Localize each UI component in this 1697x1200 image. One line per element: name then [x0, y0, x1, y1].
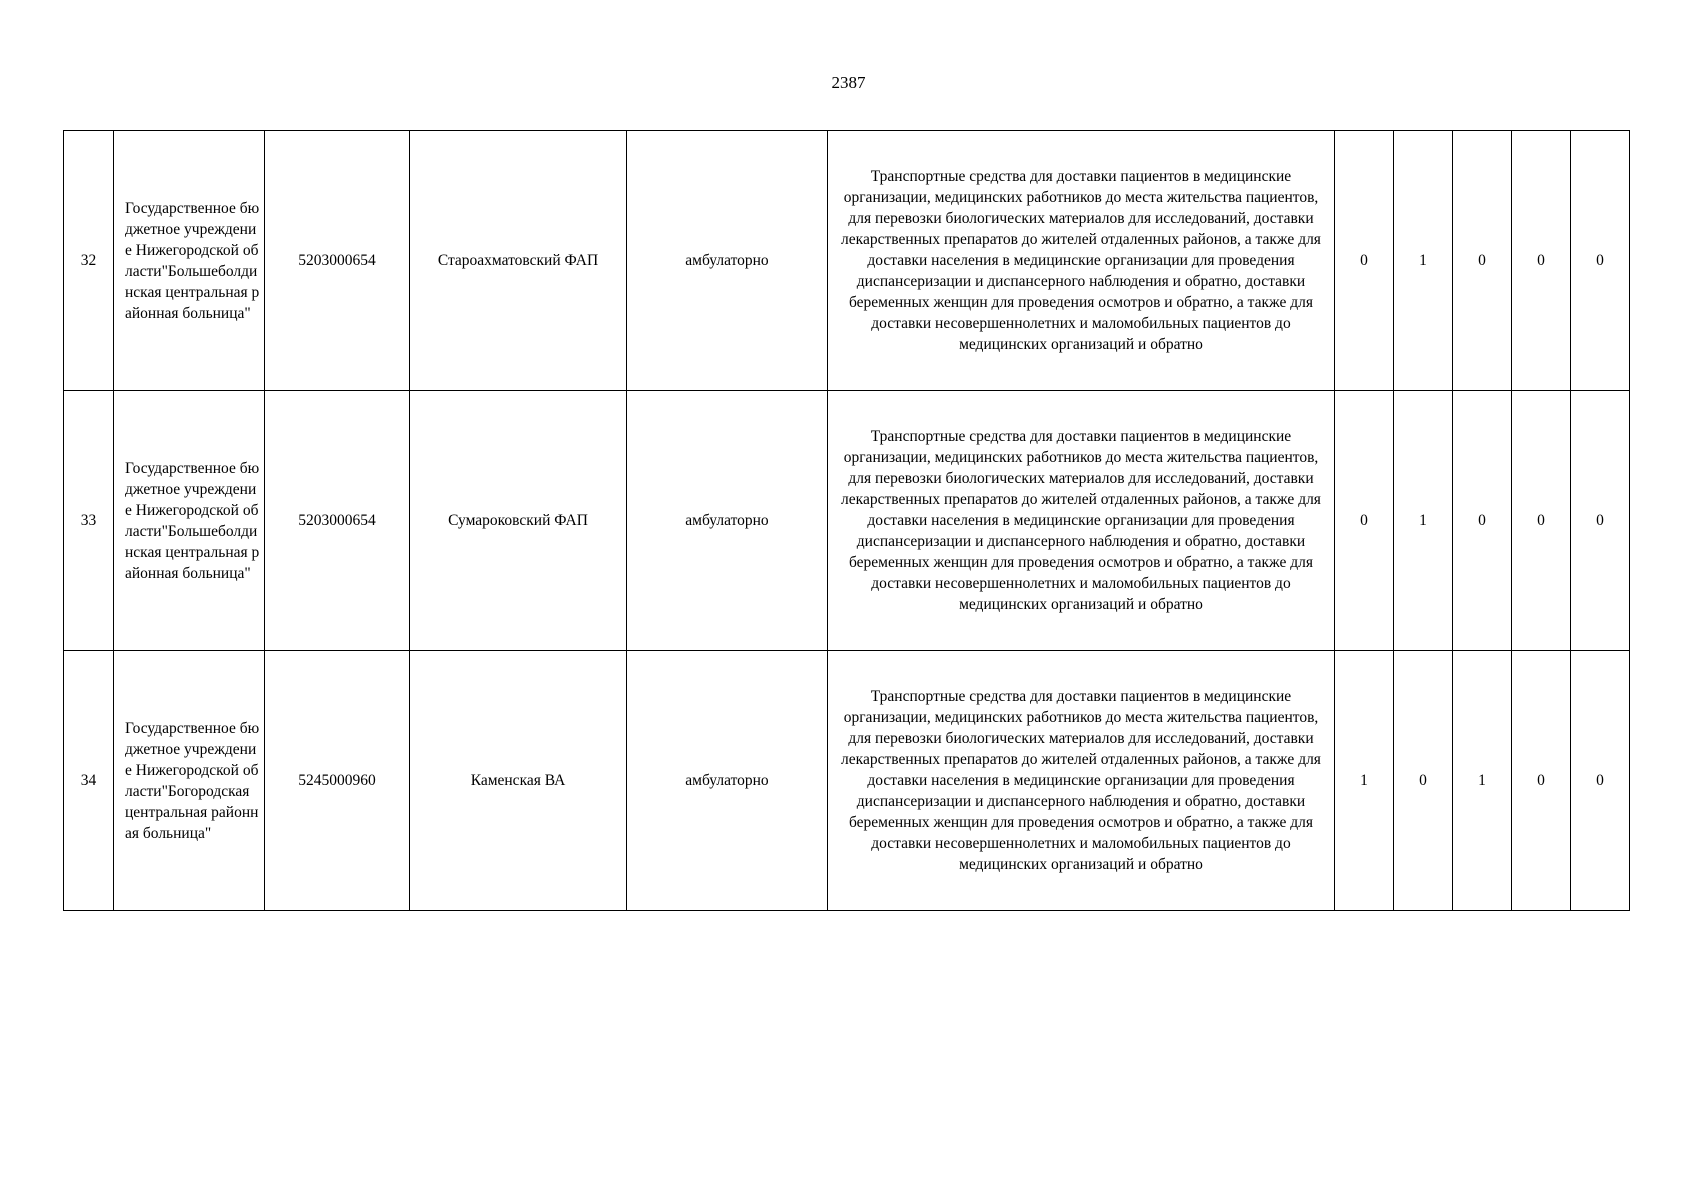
inn-code: 5203000654 — [265, 131, 410, 391]
page-number: 2387 — [831, 73, 866, 92]
value-cell: 0 — [1512, 391, 1571, 651]
data-table — [63, 130, 1630, 911]
value-cell: 0 — [1453, 391, 1512, 651]
value-cell: 0 — [1453, 131, 1512, 391]
value-cell: 0 — [1394, 651, 1453, 911]
value-cell: 1 — [1394, 131, 1453, 391]
row-number: 33 — [64, 391, 114, 651]
value-cell: 0 — [1571, 131, 1630, 391]
value-cell: 1 — [1394, 391, 1453, 651]
row-number: 34 — [64, 651, 114, 911]
table-row — [64, 391, 1630, 651]
value-cell: 0 — [1512, 131, 1571, 391]
row-number: 32 — [64, 131, 114, 391]
table-row — [64, 651, 1630, 911]
organization-name: Государственное бюджетное учреждение Нижегородской области"Большеболдинская центральная районная больница" — [114, 131, 265, 391]
care-type: амбулаторно — [627, 651, 828, 911]
organization-name: Государственное бюджетное учреждение Нижегородской области"Большеболдинская центральная районная больница" — [114, 391, 265, 651]
value-cell: 0 — [1571, 651, 1630, 911]
table-row — [64, 131, 1630, 391]
vehicle-description: Транспортные средства для доставки пациентов в медицинские организации, медицинских работников до места жительства пациентов, для перевозки биологических материалов для исследований, доставки лекарственных препаратов до жителей отдаленных районов, а также для доставки населения в медицинские организации для проведения диспансеризации и диспансерного наблюдения и обратно, доставки беременных женщин для проведения осмотров и обратно, а также для доставки несовершеннолетних и маломобильных пациентов до медицинских организаций и обратно — [828, 131, 1335, 391]
inn-code: 5203000654 — [265, 391, 410, 651]
value-cell: 0 — [1512, 651, 1571, 911]
value-cell: 0 — [1335, 131, 1394, 391]
value-cell: 0 — [1335, 391, 1394, 651]
unit-name: Староахматовский ФАП — [410, 131, 627, 391]
care-type: амбулаторно — [627, 131, 828, 391]
unit-name: Каменская ВА — [410, 651, 627, 911]
organization-name: Государственное бюджетное учреждение Нижегородской области"Богородская центральная районная больница" — [114, 651, 265, 911]
vehicle-description: Транспортные средства для доставки пациентов в медицинские организации, медицинских работников до места жительства пациентов, для перевозки биологических материалов для исследований, доставки лекарственных препаратов до жителей отдаленных районов, а также для доставки населения в медицинские организации для проведения диспансеризации и диспансерного наблюдения и обратно, доставки беременных женщин для проведения осмотров и обратно, а также для доставки несовершеннолетних и маломобильных пациентов до медицинских организаций и обратно — [828, 391, 1335, 651]
vehicle-description: Транспортные средства для доставки пациентов в медицинские организации, медицинских работников до места жительства пациентов, для перевозки биологических материалов для исследований, доставки лекарственных препаратов до жителей отдаленных районов, а также для доставки населения в медицинские организации для проведения диспансеризации и диспансерного наблюдения и обратно, доставки беременных женщин для проведения осмотров и обратно, а также для доставки несовершеннолетних и маломобильных пациентов до медицинских организаций и обратно — [828, 651, 1335, 911]
unit-name: Сумароковский ФАП — [410, 391, 627, 651]
value-cell: 1 — [1335, 651, 1394, 911]
value-cell: 1 — [1453, 651, 1512, 911]
value-cell: 0 — [1571, 391, 1630, 651]
care-type: амбулаторно — [627, 391, 828, 651]
inn-code: 5245000960 — [265, 651, 410, 911]
